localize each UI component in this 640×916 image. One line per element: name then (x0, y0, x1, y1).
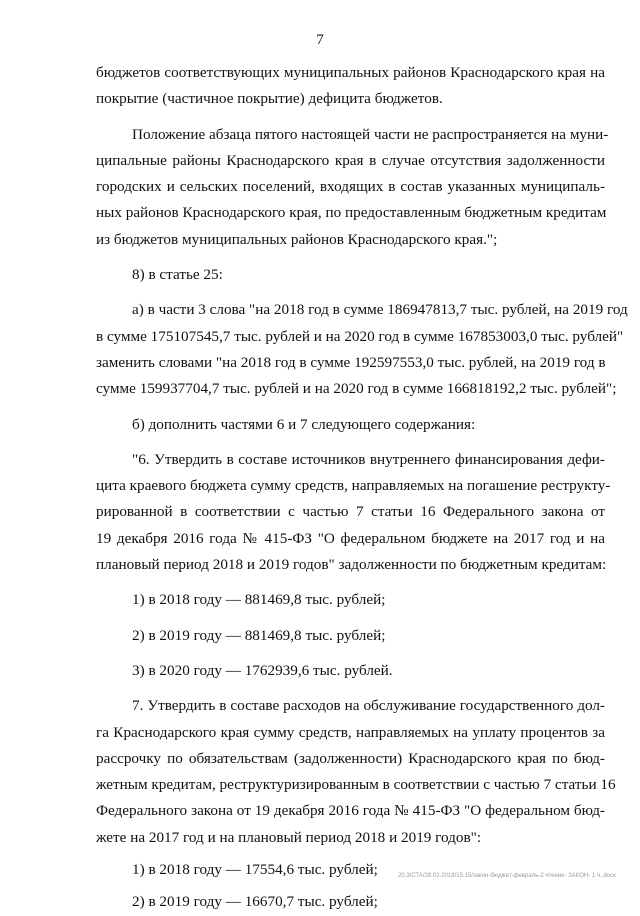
text-line: 19 декабря 2016 года № 415-ФЗ "О федеральном бюджете на 2017 год и на (96, 529, 605, 547)
footer-file-path: 20.3/СТА/28.02.2018/15.15/закон-бюджет-февраль-2 чтение- ЗАКОН- 1 ч..docx (397, 873, 616, 879)
list-item-part6-2019: 2) в 2019 году — 881469,8 тыс. рублей; (132, 626, 386, 644)
text-line: жете на 2017 год и на плановый период 2018 и 2019 годов": (96, 828, 482, 846)
page-number: 7 (316, 32, 324, 48)
list-item-part6-2018: 1) в 2018 году — 881469,8 тыс. рублей; (132, 591, 386, 609)
paragraph-exemption (96, 122, 609, 253)
paragraph-item-a (96, 297, 628, 402)
text-line: из бюджетов муниципальных районов Краснодарского края."; (96, 230, 498, 248)
text-line: рированной в соответствии с частью 7 статьи 16 Федерального закона от (96, 503, 605, 521)
paragraph-part-6 (96, 447, 611, 578)
text-line: ципальные районы Краснодарского края в случае отсутствия задолженности (96, 151, 605, 169)
document-body (96, 60, 628, 916)
text-line: жетным кредитам, реструктуризированным в соответствии с частью 7 статьи 16 (96, 776, 616, 794)
text-line: Положение абзаца пятого настоящей части не распространяется на муни- (132, 125, 609, 143)
text-line: 7. Утвердить в составе расходов на обслуживание государственного дол- (132, 697, 605, 715)
text-line: заменить словами "на 2018 год в сумме 192597553,0 тыс. рублей, на 2019 год в (96, 353, 606, 371)
text-line: рассрочку по обязательствам (задолженности) Краснодарского края по бюд- (96, 749, 605, 767)
text-line: Федерального закона от 19 декабря 2016 года № 415-ФЗ "О федеральном бюд- (96, 802, 605, 820)
text-line: ных районов Краснодарского края, по предоставленным бюджетным кредитам (96, 204, 607, 222)
paragraph-article-25: 8) в статье 25: (132, 266, 223, 284)
text-line: а) в части 3 слова "на 2018 год в сумме 186947813,7 тыс. рублей, на 2019 год (132, 301, 628, 319)
text-line: городских и сельских поселений, входящих в состав указанных муниципаль- (96, 178, 605, 196)
text-line: бюджетов соответствующих муниципальных районов Краснодарского края на (96, 64, 605, 81)
text-line: га Краснодарского края сумму средств, направляемых на уплату процентов за (96, 723, 605, 741)
paragraph-budget-deficit (96, 60, 605, 113)
paragraph-part-7 (96, 693, 616, 851)
text-line: покрытие (частичное покрытие) дефицита бюджетов. (96, 90, 443, 108)
text-line: "6. Утвердить в составе источников внутреннего финансирования дефи- (132, 450, 605, 468)
list-item-part7-2018: 1) в 2018 году — 17554,6 тыс. рублей; (132, 861, 378, 879)
list-item-part6-2020: 3) в 2020 году — 1762939,6 тыс. рублей. (132, 661, 393, 679)
list-item-part7-2019: 2) в 2019 году — 16670,7 тыс. рублей; (132, 893, 378, 911)
paragraph-item-b: б) дополнить частями 6 и 7 следующего содержания: (132, 415, 476, 433)
text-line: сумме 159937704,7 тыс. рублей и на 2020 год в сумме 166818192,2 тыс. рублей"; (96, 380, 617, 398)
text-line: в сумме 175107545,7 тыс. рублей и на 2020 год в сумме 167853003,0 тыс. рублей" (96, 327, 624, 345)
text-line: цита краевого бюджета сумму средств, направляемых на погашение реструкту- (96, 477, 611, 495)
text-line: плановый период 2018 и 2019 годов" задолженности по бюджетным кредитам: (96, 556, 607, 574)
